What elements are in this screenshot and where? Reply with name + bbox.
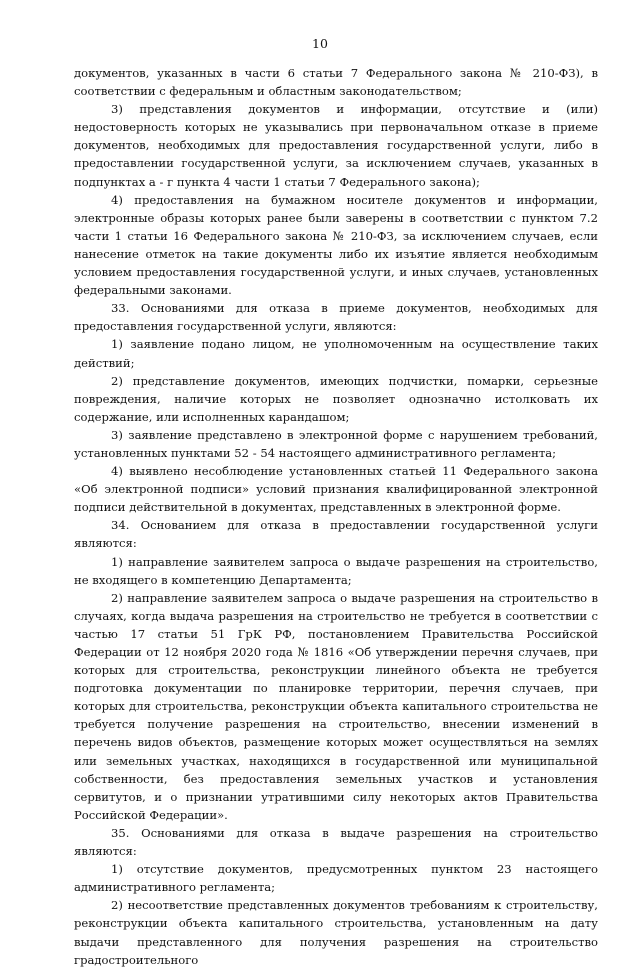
page-number: 10 xyxy=(312,36,328,51)
paragraph-continuation: документов, указанных в части 6 статьи 7 Федерального закона № 210-ФЗ), в соответствии с федеральным и областным законодательством; xyxy=(74,66,598,99)
paragraph-35-item-2: 2) несоответствие представленных документов требованиям к строительству, реконструкции объекта капитального строительства, установленным на дату выдачи представленного для получения разрешения на строительство градостроительного xyxy=(74,898,598,967)
paragraph-33-item-3: 3) заявление представлено в электронной форме с нарушением требований, установленных пунктами 52 - 54 настоящего административного регламента; xyxy=(74,427,598,460)
paragraph-section-33: 33. Основаниями для отказа в приеме документов, необходимых для предоставления государственной услуги, являются: xyxy=(74,301,598,334)
paragraph-item-4: 4) предоставления на бумажном носителе документов и информации, электронные образы которых ранее были заверены в соответствии с пунктом 7.2 части 1 статьи 16 Федерального закона № 210-ФЗ, за исключением случаев, если нанесение отметок на такие документы либо их изъятие является необходимым условием предоставления государственной услуги, и иных случаев, установленных федеральными законами. xyxy=(74,192,598,298)
paragraph-item-3: 3) представления документов и информации, отсутствие и (или) недостоверность которых не указывались при первоначальном отказе в приеме документов, необходимых для предоставления государственной услуги, либо в предоставлении государственной услуги, за исключением случаев, указанных в подпунктах а - г пункта 4 части 1 статьи 7 Федерального закона); xyxy=(74,102,598,189)
paragraph-section-34: 34. Основанием для отказа в предоставлении государственной услуги являются: xyxy=(74,518,598,551)
paragraph-34-item-2: 2) направление заявителем запроса о выдаче разрешения на строительство в случаях, когда выдача разрешения на строительство не требуется в соответствии с частью 17 статьи 51 ГрК РФ, постановлением Правительства Российской Федерации от 12 ноября 2020 года № 1816 «Об утверждении перечня случаев, при которых для строительства, реконструкции линейного объекта не требуется подготовка документации по планировке территории, перечня случаев, при которых для строительства, реконструкции объекта капитального строительства не требуется получение разрешения на строительство, внесении изменений в перечень видов объектов, размещение которых может осуществляться на землях или земельных участках, находящихся в государственной или муниципальной собственности, без предоставления земельных участков и установления сервитутов, и о признании утратившими силу некоторых актов Правительства Российской Федерации». xyxy=(74,590,598,822)
paragraph-33-item-2: 2) представление документов, имеющих подчистки, помарки, серьезные повреждения, наличие которых не позволяет однозначно истолковать их содержание, или исполненных карандашом; xyxy=(74,373,598,424)
paragraph-33-item-1: 1) заявление подано лицом, не уполномоченным на осуществление таких действий; xyxy=(74,337,598,370)
paragraph-33-item-4: 4) выявлено несоблюдение установленных статьей 11 Федерального закона «Об электронной подписи» условий признания квалифицированной электронной подписи действительной в документах, представленных в электронной форме. xyxy=(74,464,598,515)
paragraph-section-35: 35. Основаниями для отказа в выдаче разрешения на строительство являются: xyxy=(74,825,598,859)
paragraph-34-item-1: 1) направление заявителем запроса о выдаче разрешения на строительство, не входящего в компетенцию Департамента; xyxy=(74,554,598,587)
paragraph-35-item-1: 1) отсутствие документов, предусмотренных пунктом 23 настоящего административного регламента; xyxy=(74,862,598,895)
document-body xyxy=(74,64,598,969)
